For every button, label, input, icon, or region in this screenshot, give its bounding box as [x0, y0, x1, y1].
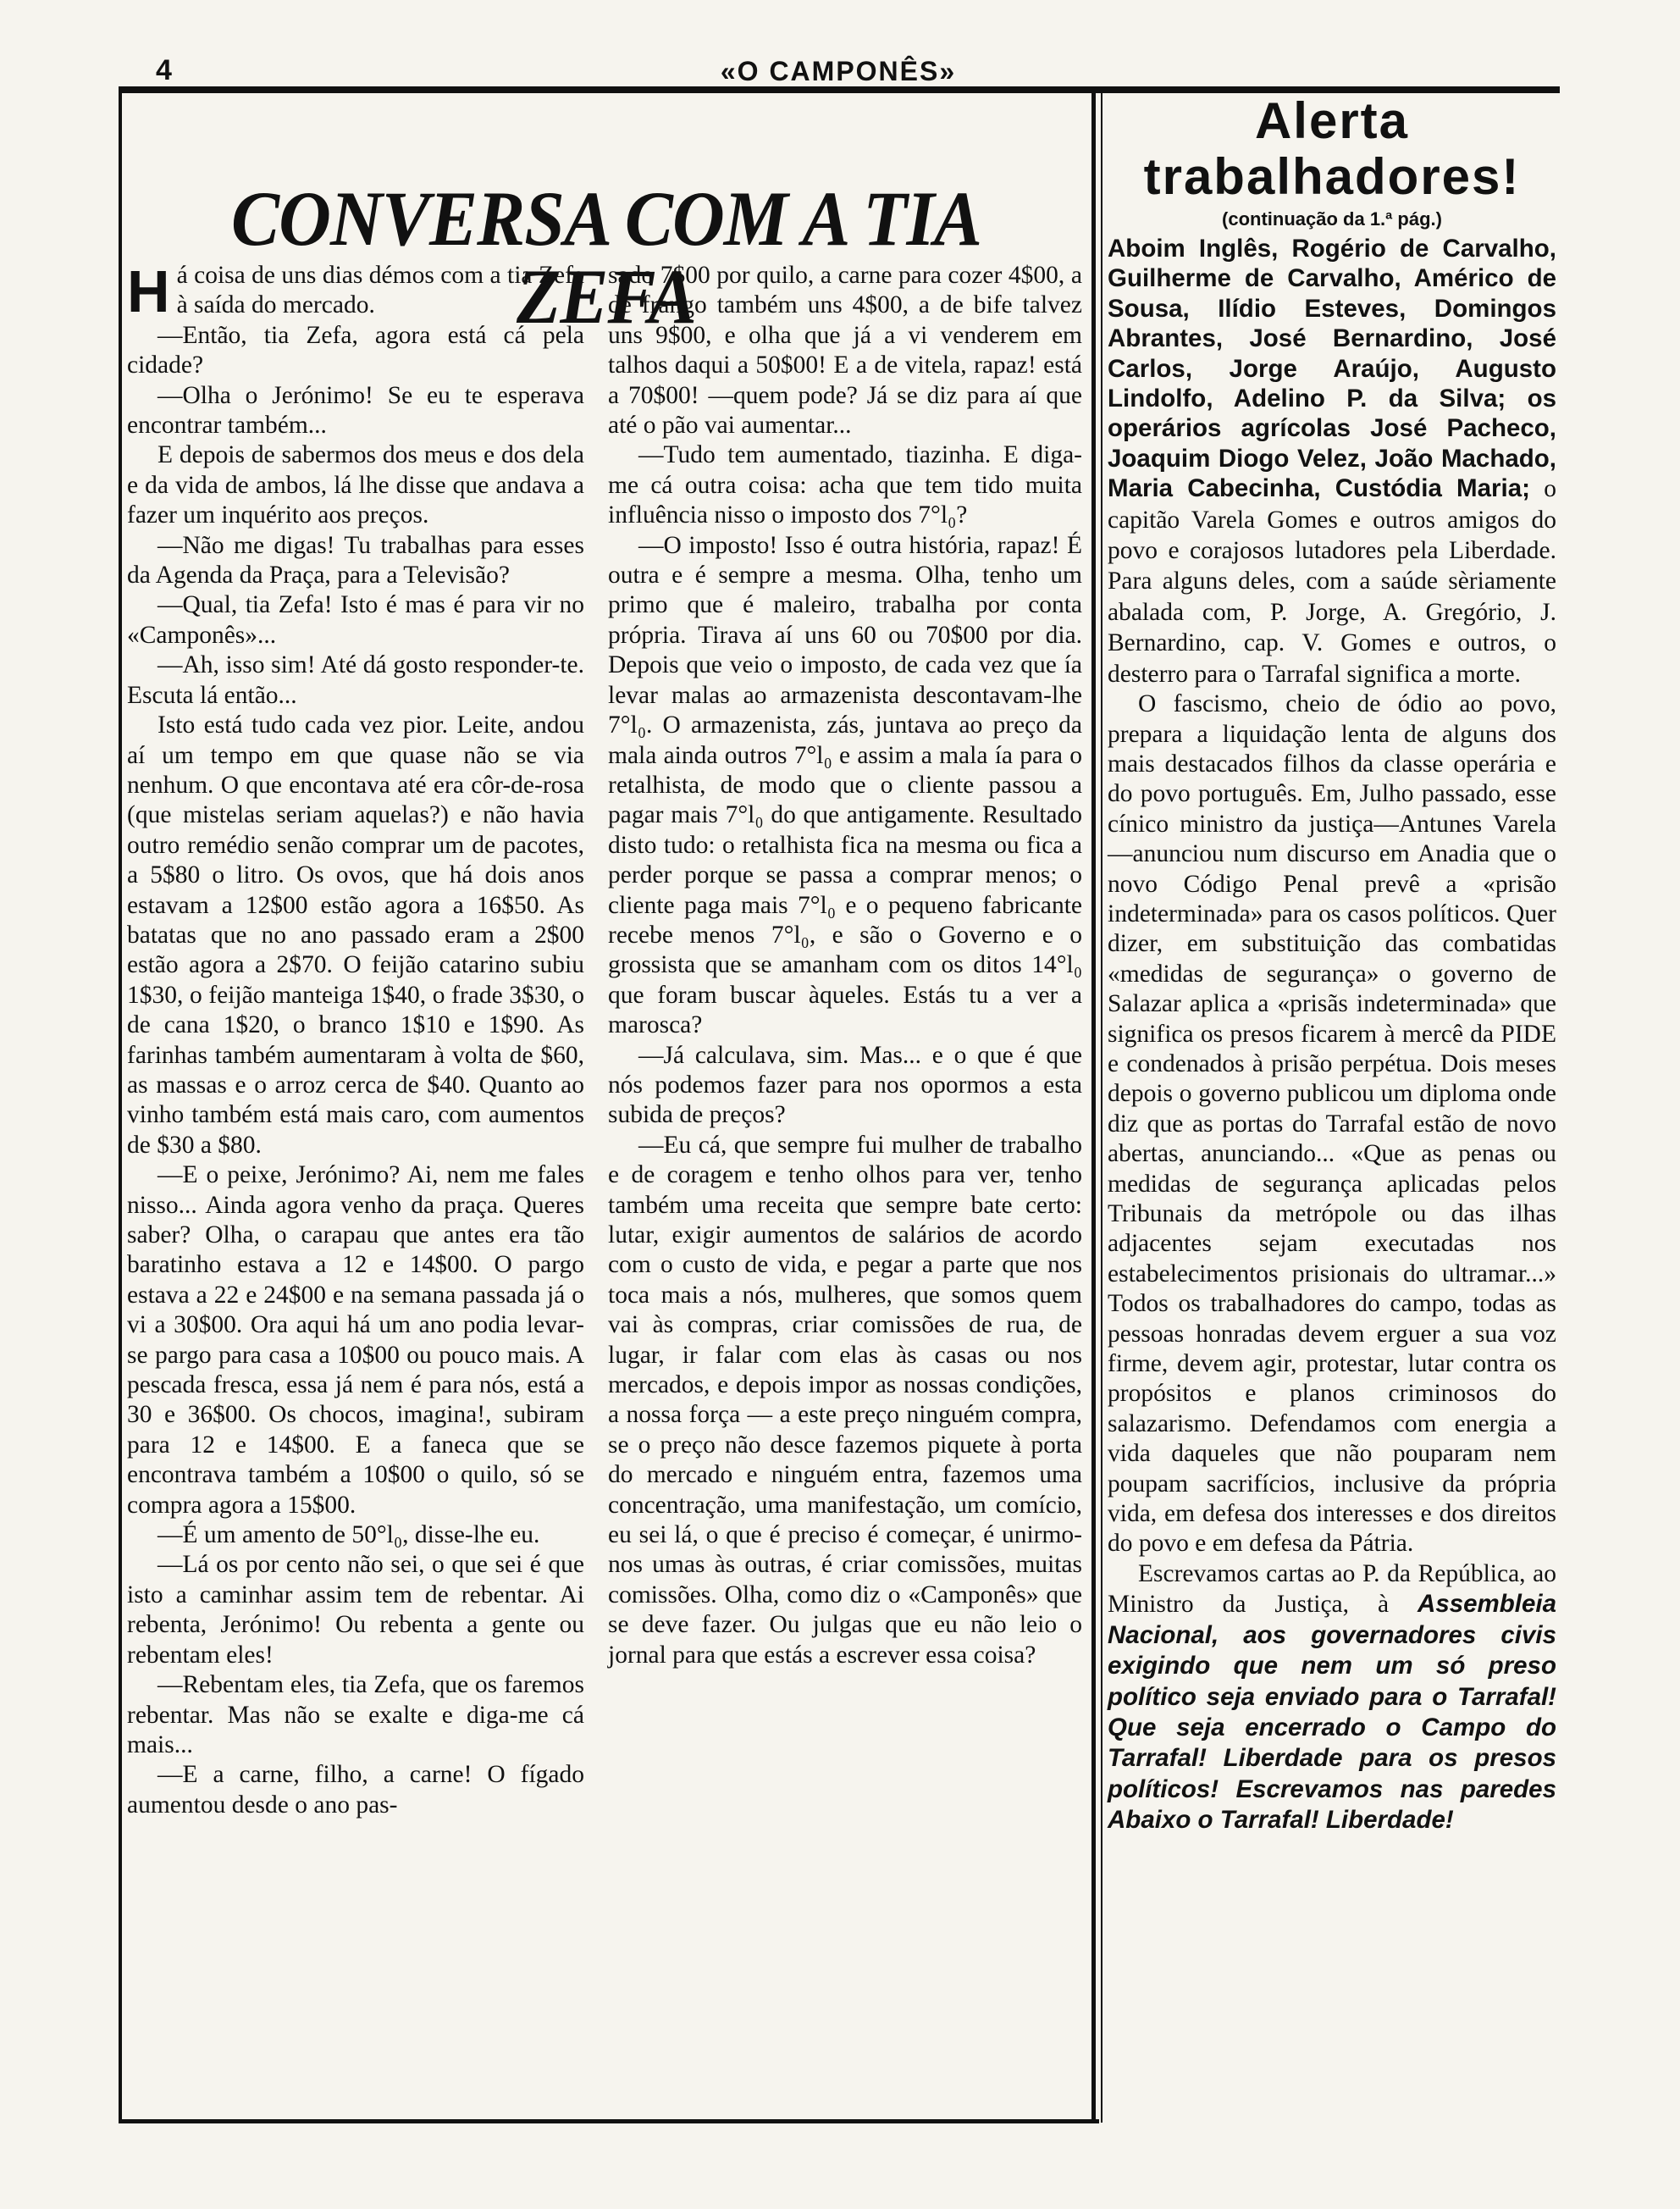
article-paragraph: —Olha o Jerónimo! Se eu te esperava encontrar também... [127, 381, 584, 440]
article-paragraph: —Então, tia Zefa, agora está cá pela cidade? [127, 321, 584, 379]
prisoner-names: Aboim Inglês, Rogério de Carvalho, Guilherme de Carvalho, Américo de Sousa, Ilídio Esteves, Domingos Abrantes, José Bernardino, José Carlos, Jorge Araújo, Augusto Lindolfo, Adelino P. da Silva; os operários agrícolas José Pacheco, Joaquim Diogo Velez, João Machado, Maria Cabecinha, Custódia Maria; [1108, 235, 1556, 503]
article-column-1 [127, 258, 584, 1820]
article-paragraph: —Não me digas! Tu trabalhas para esses da Agenda da Praça, para a Televisão? [127, 531, 584, 590]
article-paragraph: —Rebentam eles, tia Zefa, que os faremos rebentar. Mas não se exalte e diga-me cá mais... [127, 1671, 584, 1758]
article-paragraph: sado 7$00 por quilo, a carne para cozer 4$00, a de frango também uns 4$00, a de bife talvez uns 9$00, e olha que já a vi venderem em talhos daqui a 50$00! E a de vitela, rapaz! está a 70$00! —quem pode? Já se diz para aí que até o pão vai aumentar... [608, 262, 1082, 440]
sidebar-subtitle: (continuação da 1.ª pág.) [1222, 208, 1442, 230]
column-divider [1091, 90, 1096, 2123]
column-divider-inner [1101, 90, 1102, 2123]
article-paragraph: Há coisa de uns dias démos com a tia Zefa à saída do mercado. [127, 258, 584, 324]
article-paragraph: —E a carne, filho, a carne! O fígado aumentou desde o ano pas- [127, 1761, 584, 1819]
article-paragraph: —Já calculava, sim. Mas... e o que é que nós podemos fazer para nos opormos a esta subida de preços? [608, 1041, 1082, 1129]
names-tail: o capitão Varela Gomes e outros amigos do povo e corajosos lutadores pela Liberdade. Para alguns deles, com a saúde sèriamente abalada com, P. Jorge, A. Gregório, J. Bernardino, cap. V. Gomes e outros, o desterro para o Tarrafal significa a morte. [1108, 475, 1556, 688]
article-paragraph: —Lá os por cento não sei, o que sei é que isto a caminhar assim tem de rebentar. Ai rebenta, Jerónimo! Ou rebenta a gente ou rebentam eles! [127, 1551, 584, 1669]
article-paragraph: —Tudo tem aumentado, tiazinha. E diga-me cá outra coisa: acha que tem tido muita influência nisso o imposto dos 7°l₀? [608, 441, 1082, 529]
article-paragraph: —E o peixe, Jerónimo? Ai, nem me fales nisso... Ainda agora venho da praça. Queres saber? Olha, o carapau que antes era tão baratinho estava a 12 e 14$00. O pargo estava a 22 e 24$00 e na semana passada já o vi a 30$00. Ora aqui há um ano podia levar-se pargo para casa a 10$00 ou pouco mais. A pescada fresca, essa já nem é para nós, está a 30 e 36$00. Os chocos, imagina!, subiram para 12 e 14$00. E a faneca que se encontrava também a 10$00 o quilo, só se compra agora a 15$00. [127, 1161, 584, 1519]
article-headline: CONVERSA COM A TIA ZEFA [231, 174, 981, 340]
page-number: 4 [156, 54, 172, 86]
closing-lead: Escrevamos cartas ao P. da República, ao Ministro da Justiça, à [1108, 1559, 1556, 1619]
frame-left-rule [119, 90, 122, 2123]
sidebar-article [1108, 93, 1556, 1836]
article-paragraph: —É um amento de 50°l₀, disse-lhe eu. [158, 1521, 540, 1549]
sidebar-body [1108, 689, 1556, 1835]
sidebar-title: Alerta trabalhadores! [1143, 92, 1521, 205]
frame-bottom-rule [119, 2119, 1099, 2123]
sidebar-paragraph: O fascismo, cheio de ódio ao povo, prepara a liquidação lenta de alguns dos mais destacados filhos da classe operária e do povo português. Em, Julho passado, esse cínico ministro da justiça—Antunes Varela—anunciou num discurso em Anadia que o novo Código Penal prevê a «prisão indeterminada» para os casos políticos. Quer dizer, em substituição das combatidas «medidas de segurança» o governo de Salazar aplica a «prisãs indeterminada» que significa os presos ficarem à mercê da PIDE e condenados à prisão perpétua. Dois meses depois o governo publicou um diploma onde diz que as portas do Tarrafal estão de novo abertas, anunciando... «Que as penas ou medidas de segurança aplicadas pelos Tribunais da metrópole ou das ilhas adjacentes sejam executadas nos estabelecimentos prisionais do ultramar...» Todos os trabalhadores do campo, todas as pessoas honradas devem erguer a sua voz firme, devem agir, protestar, lutar contra os propósitos e planos criminosos do salazarismo. Defendamos com energia a vida daqueles que não pouparam nem poupam sacrifícios, inclusive da própria vida, em defesa dos interesses e dos direitos do povo e em defesa da Pátria. [1108, 690, 1556, 1558]
drop-cap: H [127, 258, 170, 324]
sidebar-names-paragraph [1108, 234, 1556, 689]
article-paragraph: —Qual, tia Zefa! Isto é mas é para vir no «Camponês»... [127, 591, 584, 649]
sidebar-closing-paragraph [1108, 1559, 1556, 1836]
article-paragraph: Isto está tudo cada vez pior. Leite, andou aí um tempo em que quase não se via nenhum. O que encontava até era côr-de-rosa (que mistelas seriam aquelas?) e não havia outro remédio senão comprar um de pacotes, a 5$80 o litro. Os ovos, que há dois anos estavam a 12$00 estão agora a 16$50. As batatas que no ano passado eram a 2$00 estão agora a 2$70. O feijão catarino subiu 1$30, o feijão manteiga 1$40, o frade 3$30, o de cana 1$20, o branco 1$10 e 1$90. As farinhas também aumentaram à volta de $60, as massas e o arroz cerca de $40. Quanto ao vinho também está mais caro, com aumentos de $30 a $80. [127, 711, 584, 1159]
article-column-2 [608, 261, 1082, 1670]
article-paragraph: —O imposto! Isso é outra história, rapaz! É outra e é sempre a mesma. Olha, tenho um primo que é maleiro, trabalha por conta própria. Tirava aí uns 60 ou 70$00 por dia. Depois que veio o imposto, de cada vez que ía levar malas ao armazenista descontavam-lhe 7°l₀. O armazenista, zás, juntava ao preço da mala ainda outros 7°l₀ e assim a mala ía para o retalhista, de modo que o cliente passou a pagar mais 7°l₀ do que antigamente. Resultado disto tudo: o retalhista fica na mesma ou fica a perder porque se passa a comprar menos; o cliente paga mais 7°l₀ e o pequeno fabricante recebe menos 7°l₀, e são o Governo e o grossista que se amanham com os ditos 14°l₀ que foram buscar àqueles. Estás tu a ver a maroscа? [608, 531, 1082, 1039]
article-paragraph: —Ah, isso sim! Até dá gosto responder-te. Escuta lá então... [127, 651, 584, 709]
closing-call-to-action: Assembleia Nacional, aos governadores civis exigindo que nem um só preso político seja enviado para o Tarrafal! Que seja encerrado o Campo do Tarrafal! Liberdade para os presos políticos! Escrevamos nas paredes Abaixo o Tarrafal! Liberdade! [1108, 1590, 1556, 1835]
article-paragraph: —Eu cá, que sempre fui mulher de trabalho e de coragem e tenho olhos para ver, tenho também uma receita que sempre bate certo: lutar, exigir aumentos de salários de acordo com o custo de vida, e pegar a parte que nos toca mais a nós, mulheres, que somos quem vai às compras, criar comissões de rua, de lugar, ir falar com elas às casas ou nos mercados, e depois impor as nossas condições, a nossa força — a este preço ninguém compra, se o preço não desce fazemos piquete à porta do mercado e ninguém entra, fazemos uma concentração, uma manifestação, um comício, eu sei lá, o que é preciso é começar, é unirmo-nos umas às outras, é criar comissões, muitas comissões. Olha, como diz o «Camponês» que se deve fazer. Ou julgas que eu não leio o jornal para que estás a escrever essa coisa? [608, 1131, 1082, 1669]
article-paragraph: E depois de sabermos dos meus e dos dela e da vida de ambos, lá lhe disse que andava a fazer um inquérito aos preços. [127, 441, 584, 529]
newspaper-name: «O CAMPONÊS» [720, 56, 957, 86]
